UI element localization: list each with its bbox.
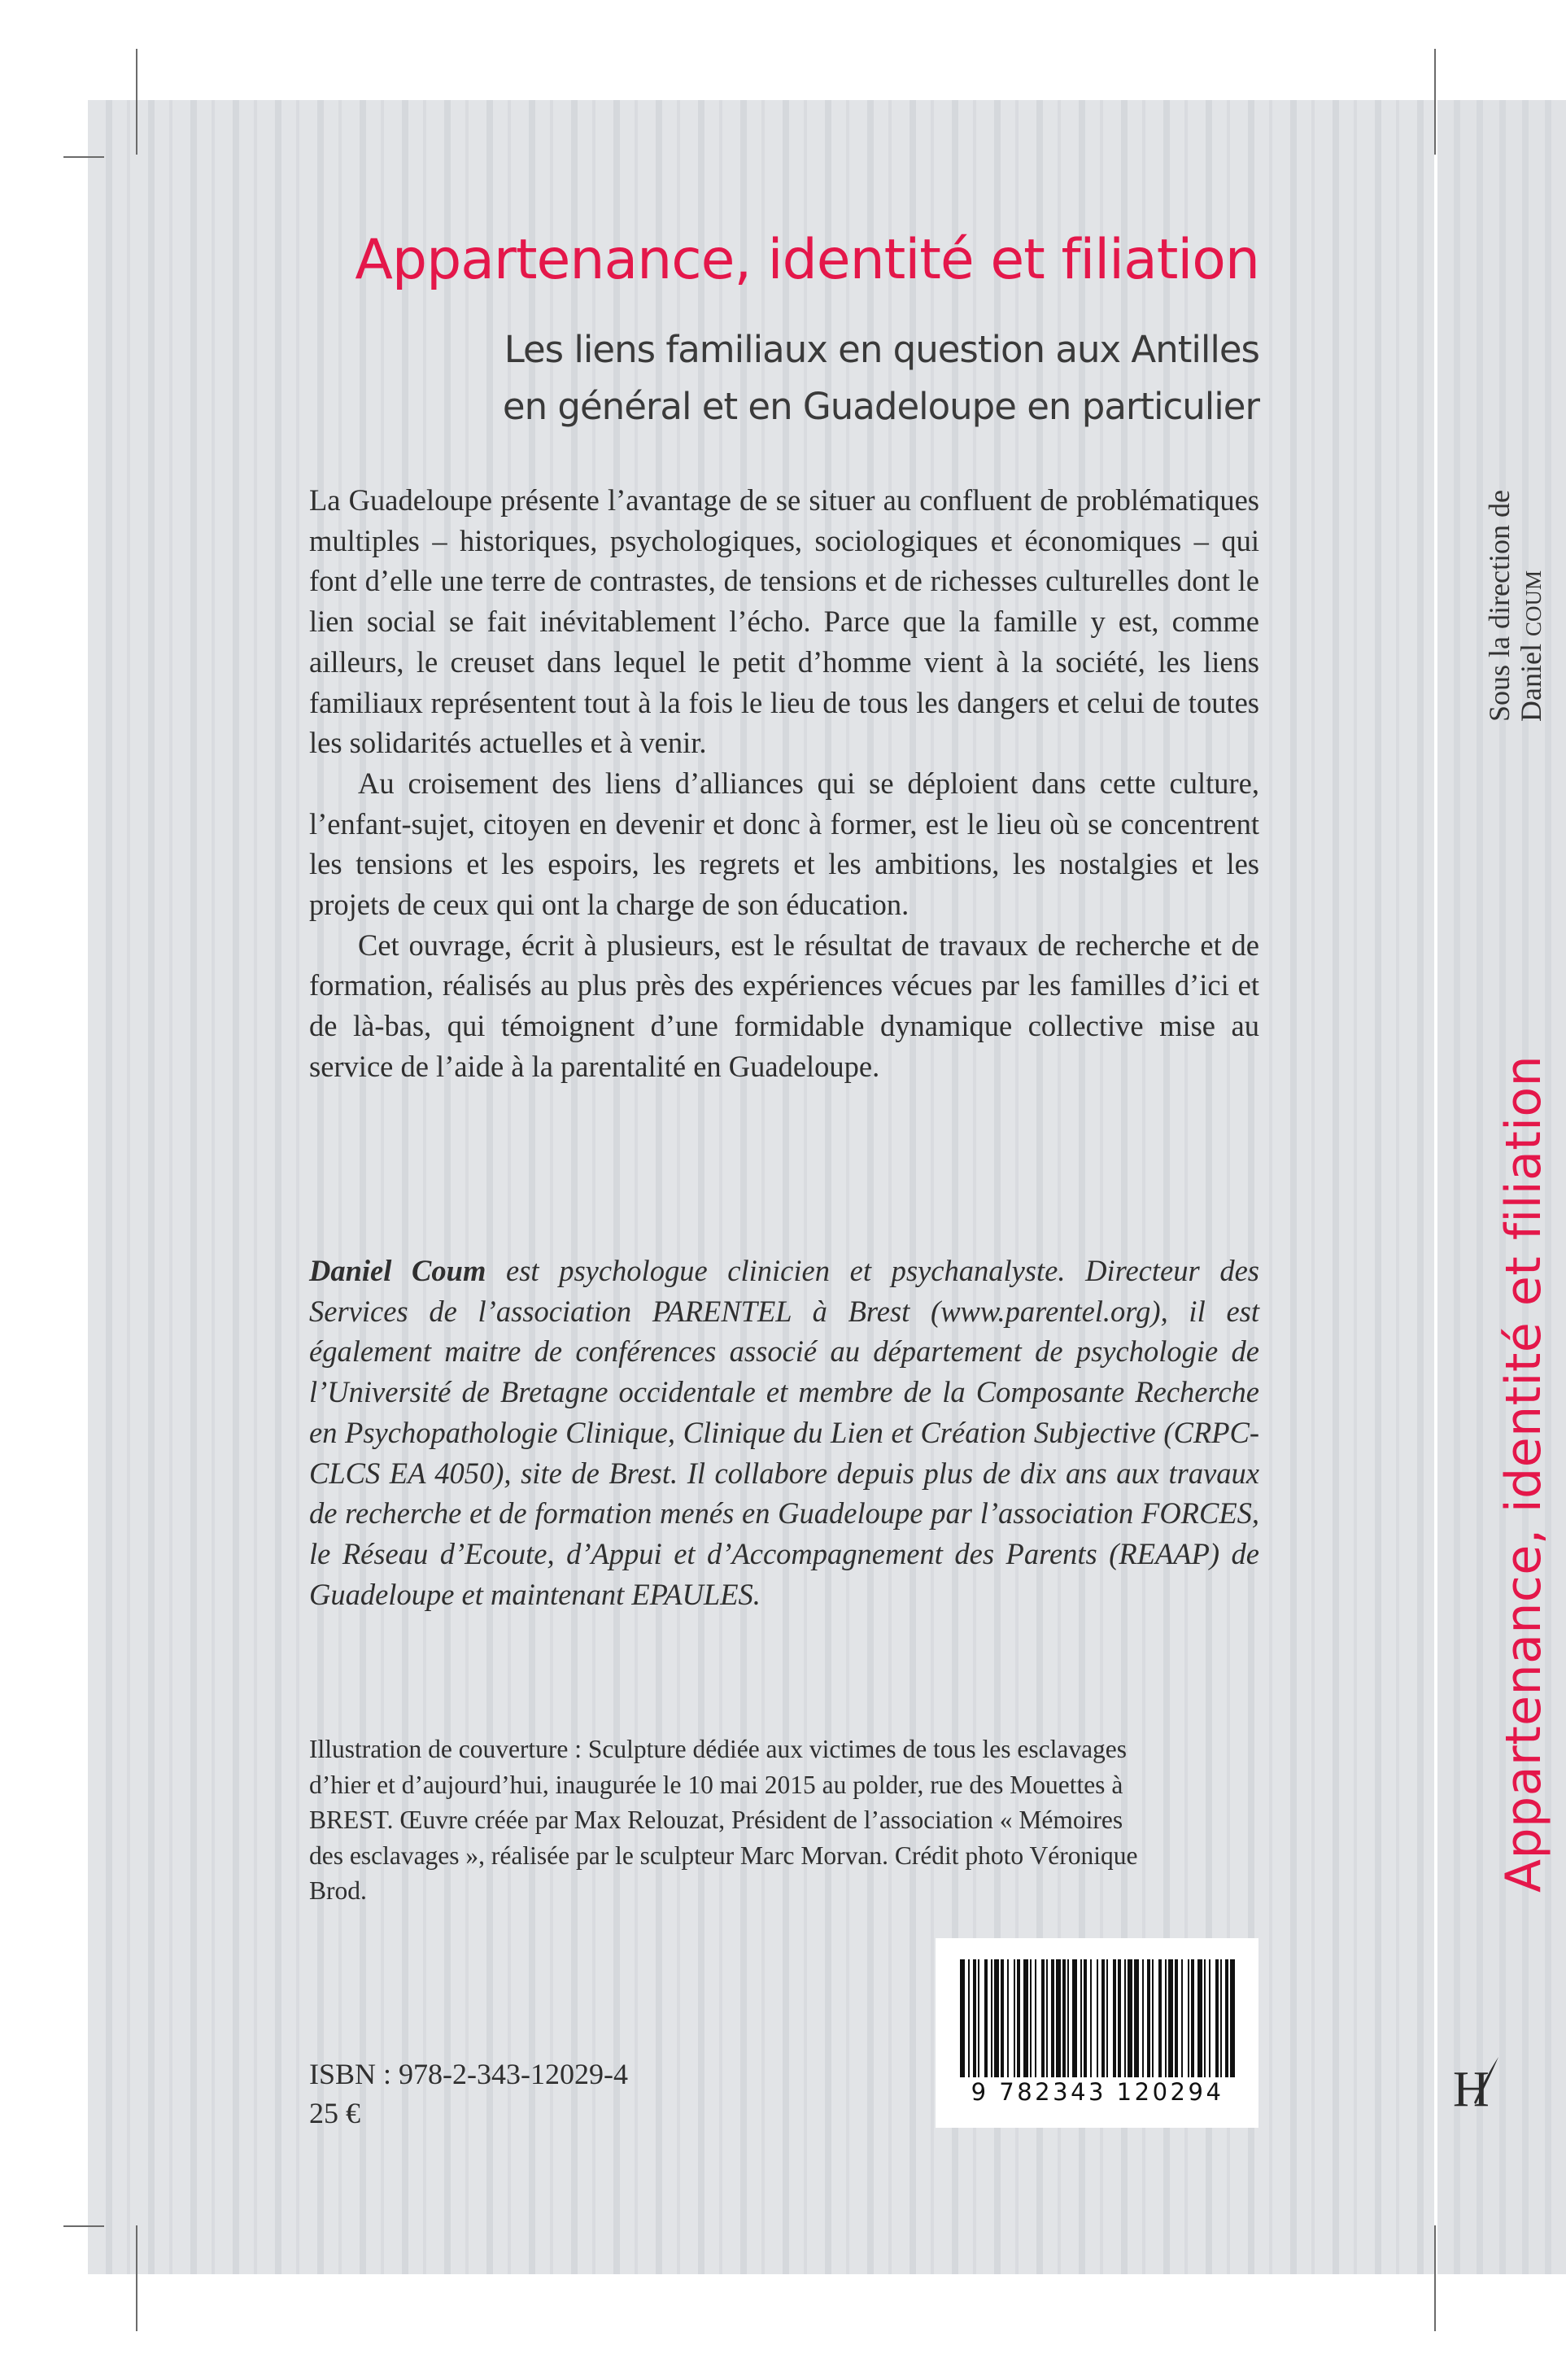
barcode-bar: [1051, 1959, 1054, 2077]
barcode-bar: [1001, 1959, 1004, 2077]
subtitle-line-2: en général et en Guadeloupe en particulier: [502, 385, 1259, 428]
barcode-bar: [1007, 1959, 1009, 2077]
barcode-bar: [1101, 1959, 1105, 2077]
crop-mark: [1434, 2225, 1436, 2331]
barcode: [936, 1938, 1258, 2128]
spine-editor-last-name: COUM: [1521, 570, 1546, 637]
crop-mark: [63, 156, 104, 158]
barcode-bar: [1106, 1959, 1108, 2077]
barcode-bar: [968, 1959, 970, 2077]
publisher-logo: [1451, 2054, 1500, 2115]
barcode-bar: [1113, 1959, 1116, 2077]
barcode-bar: [1197, 1959, 1202, 2077]
barcode-bar: [1072, 1959, 1077, 2077]
barcode-bar: [1067, 1959, 1069, 2077]
barcode-bar: [1128, 1959, 1132, 2077]
barcode-bar: [1220, 1959, 1222, 2077]
barcode-bar: [994, 1959, 999, 2077]
barcode-bar: [973, 1959, 976, 2077]
barcode-bar: [1124, 1959, 1126, 2077]
author-bio-text: est psychologue clinicien et psychanalyste. Directeur des Services de l’association PARENTEL à Brest (www.parentel.org), il est également maitre de conférences associé au département de psychologie de l’Université de Bretagne occidentale et membre de la Composante Recherche en Psychopathologie Clinique, Clinique du Lien et Création Subjective (CRPC-CLCS EA 4050), site de Brest. Il collabore depuis plus de dix ans aux travaux de recherche et de formation menés en Guadeloupe par l’association FORCES, le Réseau d’Ecoute, d’Appui et d’Accompagnement des Parents (REAAP) de Guadeloupe et maintenant EPAULES.: [309, 1254, 1259, 1611]
book-subtitle: [309, 321, 1259, 435]
subtitle-line-1: Les liens familiaux en question aux Antilles: [504, 328, 1259, 371]
barcode-bar: [1023, 1959, 1028, 2077]
barcode-bar: [1165, 1959, 1167, 2077]
spine-direction-label: Sous la direction de: [1483, 490, 1516, 722]
barcode-number: 9 782343 120294: [971, 2078, 1224, 2106]
blurb-paragraph: Cet ouvrage, écrit à plusieurs, est le résultat de travaux de recherche et de formation, réalisés au plus près des expériences vécues par les familles d’ici et de là-bas, qui témoignent d’une formidable dynamique collective mise au service de l’aide à la parentalité en Guadeloupe.: [309, 928, 1259, 1083]
blurb-paragraph: La Guadeloupe présente l’avantage de se situer au confluent de problématiques multiples – historiques, psychologiques, sociologiques et économiques – qui font d’elle une terre de contrastes, de tensions et de richesses culturelles dont le lien social se fait inévitablement l’écho. Parce que la famille y est, comme ailleurs, le creuset dans lequel le petit d’homme vient à la société, les liens familiaux représentent tout à la fois le lieu de tous les dangers et celui de toutes les solidarités actuelles et à venir.: [309, 483, 1259, 760]
barcode-bar: [1181, 1959, 1183, 2077]
barcode-bar: [1204, 1959, 1206, 2077]
barcode-bar: [1080, 1959, 1082, 2077]
spine-editor-name: [1514, 570, 1548, 722]
barcode-bar: [1030, 1959, 1032, 2077]
blurb-paragraph: Au croisement des liens d’alliances qui se déploient dans cette culture, l’enfant-sujet, citoyen en devenir et donc à former, est le lieu où se concentrent les tensions et les espoirs, les regrets et les ambitions, les nostalgies et les projets de ceux qui ont la charge de son éducation.: [309, 766, 1259, 922]
barcode-bar: [1225, 1959, 1228, 2077]
barcode-bar: [1191, 1959, 1194, 2077]
isbn: ISBN : 978-2-343-12029-4: [309, 2058, 628, 2090]
barcode-bar: [1168, 1959, 1173, 2077]
crop-mark: [1434, 49, 1436, 155]
barcode-bar: [1188, 1959, 1189, 2077]
barcode-bar: [1041, 1959, 1045, 2077]
barcode-bar: [1118, 1959, 1121, 2077]
barcode-bar: [1230, 1959, 1235, 2077]
barcode-bar: [1056, 1959, 1061, 2077]
barcode-bar: [1152, 1959, 1154, 2077]
crop-mark: [63, 2225, 104, 2227]
barcode-bar: [1014, 1959, 1015, 2077]
cover-illustration-credit: Illustration de couverture : Sculpture dédiée aux victimes de tous les esclavages d’hier et d’aujourd’hui, inaugurée le 10 mai 2015 au polder, rue des Mouettes à BREST. Œuvre créée par Max Relouzat, Président de l’association « Mémoires des esclavages », réalisée par le sculpteur Marc Morvan. Crédit photo Véronique Brod.: [309, 1735, 1138, 1905]
barcode-bar: [1062, 1959, 1066, 2077]
barcode-bar: [1175, 1959, 1178, 2077]
spine-title: Appartenance, identité et filiation: [1495, 1055, 1552, 1893]
blurb: [309, 480, 1259, 1087]
author-bio: [309, 1251, 1259, 1614]
price: 25 €: [309, 2097, 360, 2129]
barcode-bar: [984, 1959, 988, 2077]
author-name: Daniel Coum: [309, 1254, 486, 1287]
barcode-bar: [1097, 1959, 1098, 2077]
barcode-bar: [1084, 1959, 1087, 2077]
spine-editor-first-name: Daniel: [1515, 636, 1547, 722]
crop-mark: [136, 2225, 137, 2331]
barcode-bar: [1209, 1959, 1210, 2077]
book-title: Appartenance, identité et filiation: [355, 228, 1259, 292]
barcode-bar: [960, 1959, 965, 2077]
barcode-bar: [1215, 1959, 1219, 2077]
isbn-block: [309, 2055, 628, 2133]
barcode-bar: [1090, 1959, 1092, 2077]
barcode-bars: [957, 1959, 1238, 2081]
barcode-bar: [991, 1959, 992, 2077]
crop-mark: [136, 49, 137, 155]
barcode-bar: [1134, 1959, 1139, 2077]
barcode-bar: [978, 1959, 979, 2077]
barcode-bar: [1158, 1959, 1162, 2077]
barcode-bar: [1142, 1959, 1144, 2077]
barcode-bar: [1147, 1959, 1150, 2077]
barcode-bar: [1017, 1959, 1020, 2077]
publisher-logo-letter: H: [1453, 2062, 1490, 2111]
barcode-bar: [1046, 1959, 1048, 2077]
barcode-bar: [1035, 1959, 1036, 2077]
publisher-h-quill-logo-icon: [1451, 2054, 1500, 2111]
